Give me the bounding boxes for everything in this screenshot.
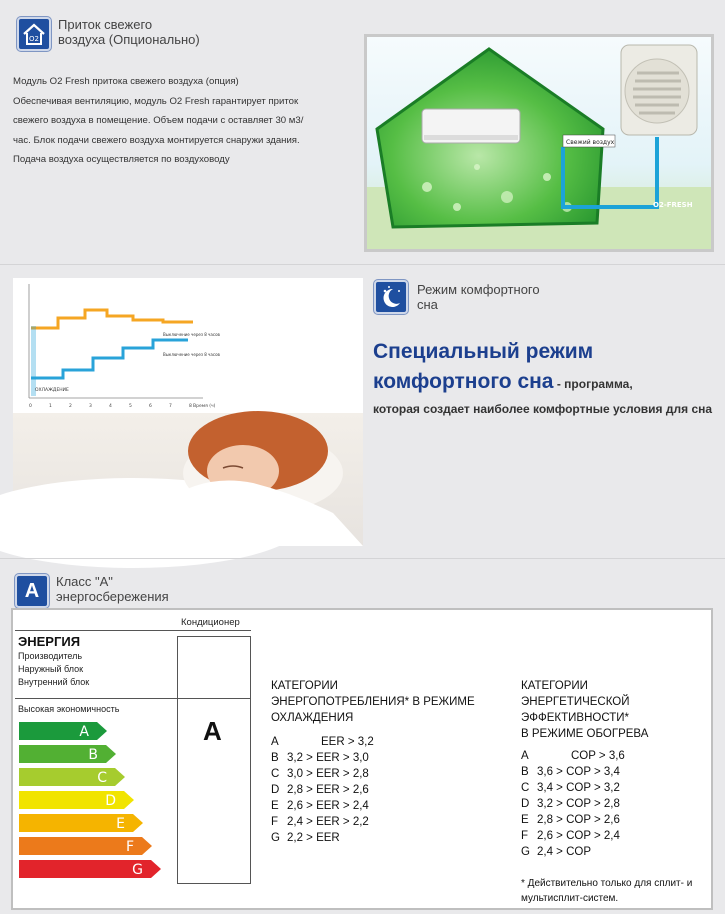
cooling-row-rule: 2,4 > EER > 2,2 <box>287 816 369 828</box>
svg-text:O2-FRESH: O2-FRESH <box>653 201 693 209</box>
cooling-row-b <box>271 750 475 766</box>
sleep-mode-title <box>417 282 540 312</box>
cooling-title-3: ОХЛАЖДЕНИЯ <box>271 712 354 724</box>
energy-bar-d <box>19 791 134 809</box>
heating-row-class: A <box>521 750 529 762</box>
heating-row-rule: 2,4 > COP <box>537 846 592 858</box>
heating-row-class: E <box>521 814 529 826</box>
sleep-headline <box>373 337 718 367</box>
cooling-row-f <box>271 814 475 830</box>
sleep-title-line2: сна <box>417 297 438 312</box>
energy-title-line2: энергосбережения <box>56 589 169 604</box>
footnote <box>521 876 692 906</box>
fresh-air-para-2: Обеспечивая вентиляцию, модуль О2 Fresh гарантирует приток <box>13 95 299 107</box>
heating-row-rule: 2,8 > COP > 2,6 <box>537 814 620 826</box>
o2-fresh-icon <box>17 17 51 51</box>
cooling-row-class: D <box>271 784 280 796</box>
energy-class-title <box>56 574 169 604</box>
cooling-row-class: E <box>271 800 279 812</box>
fresh-air-title <box>58 17 200 47</box>
energy-icon-letter: A <box>24 579 40 602</box>
o2-house-icon <box>20 20 48 48</box>
cooling-title-1: КАТЕГОРИИ <box>271 680 338 692</box>
sleep-mode-image <box>13 278 363 546</box>
cooling-row-rule: 2,2 > EER <box>287 832 340 844</box>
chart-tick-5: 5 <box>129 404 132 409</box>
cooling-row-e <box>271 798 475 814</box>
cooling-row-c <box>271 766 475 782</box>
heating-row-f <box>521 828 648 844</box>
heating-row-class: D <box>521 798 530 810</box>
fresh-air-para-4: час. Блок подачи свежего воздуха монтируется снаружи здания. <box>13 134 300 146</box>
cooling-row-rule: 3,2 > EER > 3,0 <box>287 752 369 764</box>
fresh-air-description <box>13 72 363 170</box>
chart-tick-6: 6 <box>149 404 152 409</box>
heating-title-2: ЭНЕРГЕТИЧЕСКОЙ <box>521 696 630 708</box>
sleep-desc-tail: - программа, <box>553 377 633 391</box>
chart-note-2: Выключение через 8 часов <box>163 352 220 357</box>
sleeping-woman-photo <box>13 413 363 546</box>
chart-tick-8: 8 <box>189 404 192 409</box>
heating-row-rule: 3,4 > COP > 3,2 <box>537 782 620 794</box>
indoor-unit-label: Внутренний блок <box>18 677 90 687</box>
energy-bar-b <box>19 745 116 763</box>
cooling-row-rule: 3,0 > EER > 2,8 <box>287 768 369 780</box>
energy-class-bars <box>19 720 179 890</box>
heating-row-b <box>521 764 648 780</box>
sleep-title-line1: Режим комфортного <box>417 282 540 297</box>
sleep-curve-chart <box>13 278 220 413</box>
energy-bar-letter-d: D <box>105 793 116 809</box>
label-top-line <box>15 630 251 631</box>
cooling-row-rule: 2,6 > EER > 2,4 <box>287 800 369 812</box>
cooling-row-class: B <box>271 752 279 764</box>
cooling-row-class: C <box>271 768 280 780</box>
chart-tick-7: 7 <box>169 404 172 409</box>
heating-row-class: C <box>521 782 530 794</box>
energy-bar-letter-f: F <box>125 839 134 855</box>
footnote-line2: мультисплит-систем. <box>521 893 619 904</box>
heating-row-c <box>521 780 648 796</box>
heating-row-class: G <box>521 846 530 858</box>
heating-row-d <box>521 796 648 812</box>
outdoor-unit-label: Наружный блок <box>18 664 84 674</box>
sleep-description <box>373 401 718 417</box>
high-efficiency-label: Высокая экономичность <box>18 704 120 714</box>
divider-2 <box>0 558 725 559</box>
cooling-row-class: G <box>271 832 280 844</box>
svg-text:O2: O2 <box>29 35 39 43</box>
heating-row-rule: 2,6 > COP > 2,4 <box>537 830 620 842</box>
fresh-air-title-line2: воздуха (Опционально) <box>58 32 200 47</box>
energy-bar-letter-a: A <box>79 724 89 740</box>
chart-note-1: Выключение через 8 часов <box>163 332 220 337</box>
energy-bar-c <box>19 768 125 786</box>
chart-cooling-label: ОХЛАЖДЕНИЕ <box>35 388 69 393</box>
cooling-row-class: F <box>271 816 279 828</box>
fresh-air-title-line1: Приток свежего <box>58 17 153 32</box>
sleep-desc-rest: которая создает наиболее комфортные условия для сна <box>373 402 713 416</box>
fresh-air-para-5: Подача воздуха осуществляется по воздуховоду <box>13 154 230 165</box>
cooling-categories <box>271 678 475 846</box>
energy-label-panel <box>11 608 713 910</box>
cooling-title-2: ЭНЕРГОПОТРЕБЛЕНИЯ* В РЕЖИМЕ <box>271 696 475 708</box>
energy-bar-letter-b: B <box>88 747 98 763</box>
sleep-headline-line2: комфортного сна <box>373 370 554 393</box>
energy-bar-letter-c: C <box>97 770 107 786</box>
cooling-row-rule: 2,8 > EER > 2,6 <box>287 784 369 796</box>
heating-row-class: F <box>521 830 529 842</box>
energy-title-line1: Класс "А" <box>56 574 113 589</box>
chart-tick-3: 3 <box>89 404 92 409</box>
cooling-row-g <box>271 830 475 846</box>
cooling-row-a <box>271 734 475 750</box>
fresh-air-para-3: свежего воздуха в помещение. Объем подачи с оставляет 30 м3/ <box>13 115 304 126</box>
heating-title-4: В РЕЖИМЕ ОБОГРЕВА <box>521 728 649 740</box>
sleep-headline-line1: Специальный режим <box>373 340 594 363</box>
sleep-headline-second-line <box>373 367 718 399</box>
footnote-line1: * Действительно только для сплит- и <box>521 878 693 889</box>
class-box-divider <box>177 698 251 699</box>
heating-row-rule: 3,6 > COP > 3,4 <box>537 766 620 778</box>
assigned-class-letter: A <box>203 716 222 746</box>
chart-tick-0: 0 <box>29 404 32 409</box>
energy-bar-letter-e: E <box>116 816 125 832</box>
fresh-air-house-diagram <box>364 34 714 252</box>
heating-row-class: B <box>521 766 529 778</box>
heating-row-g <box>521 844 648 860</box>
energy-bar-a <box>19 722 107 740</box>
energy-bar-letter-g: G <box>132 862 143 878</box>
cooling-row-rule: EER > 3,2 <box>321 736 374 748</box>
cooling-row-d <box>271 782 475 798</box>
heating-row-a <box>521 748 648 764</box>
heating-row-rule: COP > 3,6 <box>571 750 625 762</box>
energy-class-a-icon <box>15 574 49 608</box>
chart-tick-2: 2 <box>69 404 72 409</box>
svg-text:Свежий воздух: Свежий воздух <box>566 139 615 146</box>
energy-heading: ЭНЕРГИЯ <box>18 634 81 649</box>
chart-tick-1: 1 <box>49 404 52 409</box>
heating-row-rule: 3,2 > COP > 2,8 <box>537 798 620 810</box>
conditioner-column-header: Кондиционер <box>181 617 240 628</box>
manufacturer-label: Производитель <box>18 651 83 661</box>
chart-x-label: Время (ч) <box>193 404 216 409</box>
chart-tick-4: 4 <box>109 404 112 409</box>
class-box <box>177 636 251 884</box>
moon-stars-icon <box>374 280 408 314</box>
divider-1 <box>0 264 725 265</box>
fresh-air-para-1: Модуль О2 Fresh притока свежего воздуха (опция) <box>13 76 239 87</box>
cooling-row-class: A <box>271 736 279 748</box>
heating-row-e <box>521 812 648 828</box>
heating-title-3: ЭФФЕКТИВНОСТИ* <box>521 712 630 724</box>
heating-categories <box>521 678 648 860</box>
heating-title-1: КАТЕГОРИИ <box>521 680 588 692</box>
